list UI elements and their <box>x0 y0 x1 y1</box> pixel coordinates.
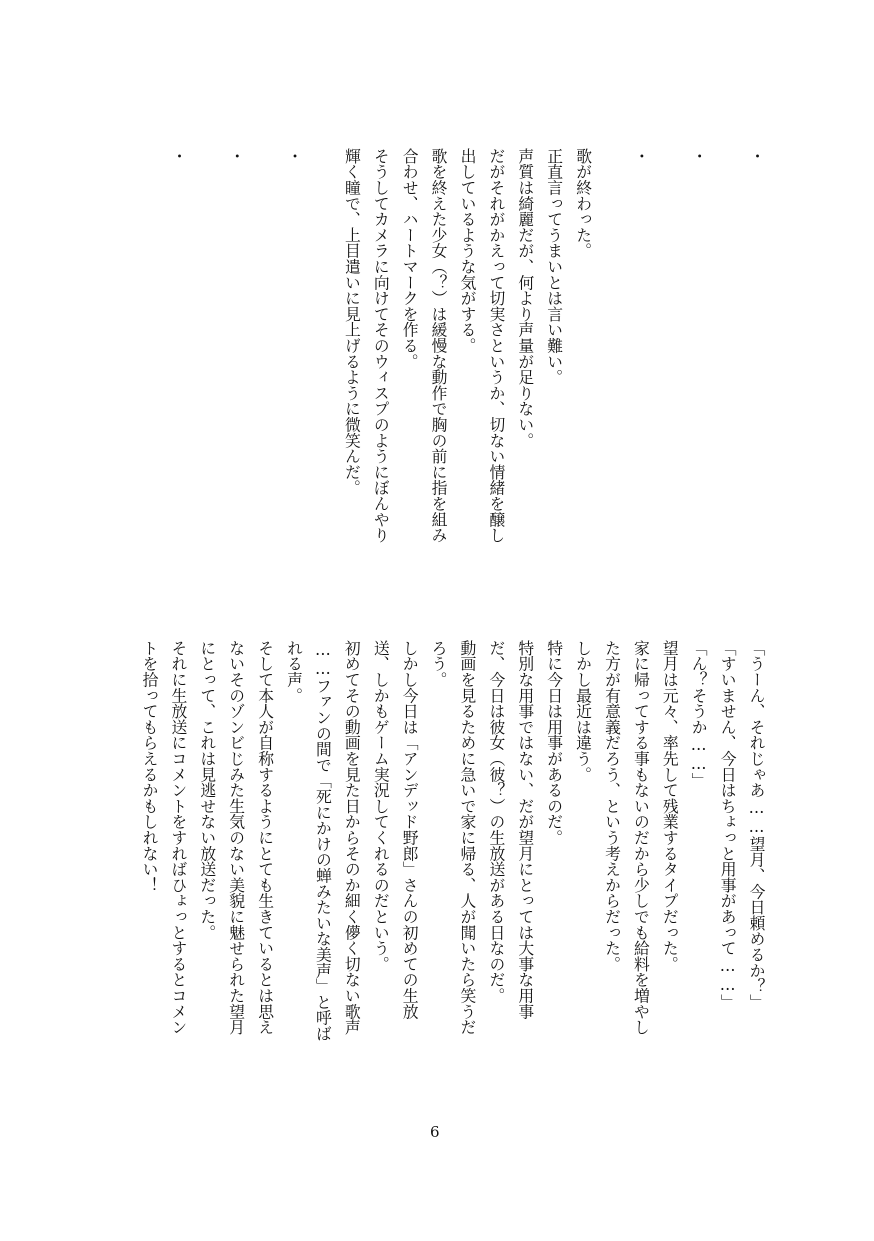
text-line: 「うーん、それじゃあ……望月、今日頼めるか？」 <box>747 640 766 1010</box>
text-line: 合わせ、ハートマークを作る。 <box>400 148 420 370</box>
text-line: 特別な用事ではない、だが望月にとっては大事な用事 <box>515 640 535 1020</box>
text-line: 「すいません、今日はちょっと用事があって……」 <box>718 640 738 1010</box>
scene-break-dot: ・ <box>284 148 304 164</box>
text-line: 歌が終わった。 <box>573 148 593 259</box>
text-line <box>654 148 683 548</box>
text-line: 送、しかもゲーム実況してくれるのだという。 <box>371 640 391 972</box>
text-line: 声質は綺麗だが、何より声量が足りない。 <box>515 148 535 449</box>
text-line: ろう。 <box>429 640 449 688</box>
text-line <box>597 148 626 548</box>
text-line: 望月は元々、率先して残業するタイプだった。 <box>660 640 680 972</box>
text-line: それに生放送にコメントをすればひょっとするとコメン <box>168 640 188 1035</box>
text-line: 正直言ってうまいとは言い難い。 <box>544 148 564 385</box>
text-line: ……ファンの間で「死にかけの蝉みたいな美声」と呼ば <box>313 640 333 1042</box>
text-line: 出しているような気がする。 <box>457 148 477 354</box>
text-line <box>250 148 279 548</box>
text-line: そして本人が自称するようにとても生きているとは思え <box>255 640 275 1035</box>
scene-break-dot: ・ <box>226 148 246 164</box>
text-line <box>192 148 221 548</box>
text-line <box>308 148 337 548</box>
scene-break-dot: ・ <box>747 148 766 164</box>
text-line: しかし今日は「アンデッド野郎」さんの初めての生放 <box>400 640 420 1020</box>
page-number: 6 <box>430 1123 440 1141</box>
text-line: 「ん？そうか……」 <box>689 640 709 789</box>
text-line: 初めてその動画を見た日からそのか細く儚く切ない歌声 <box>342 640 362 1035</box>
text-line: ないそのゾンビじみた生気のない美貌に魅せられた望月 <box>226 640 246 1035</box>
upper-text-block <box>163 148 770 548</box>
scene-break-dot: ・ <box>689 148 709 164</box>
scene-break-dot: ・ <box>631 148 651 164</box>
text-line: 特に今日は用事があるのだ。 <box>544 640 564 846</box>
text-line: トを拾ってもらえるかもしれない！ <box>139 640 159 893</box>
text-line: 輝く瞳で、上目遣いに見上げるように微笑んだ。 <box>342 148 362 496</box>
text-line: そうしてカメラに向けてそのウィスプのようにぼんやり <box>371 148 391 543</box>
text-line: だがそれがかえって切実さというか、切ない情緒を醸し <box>486 148 506 543</box>
scene-break-dot: ・ <box>168 148 188 164</box>
text-line: 動画を見るために急いで家に帰る、人が聞いたら笑うだ <box>457 640 477 1035</box>
text-line: 歌を終えた少女（？）は緩慢な動作で胸の前に指を組み <box>429 148 449 543</box>
text-line: にとって、これは見逃せない放送だった。 <box>197 640 217 941</box>
text-line: れる声。 <box>284 640 304 704</box>
text-line: だ、今日は彼女（彼？）の生放送がある日なのだ。 <box>486 640 506 1004</box>
text-line: た方が有意義だろう、という考えからだった。 <box>602 640 622 972</box>
text-line: 家に帰ってする事もないのだから少しでも給料を増やし <box>631 640 651 1035</box>
text-line <box>712 148 741 548</box>
text-line: しかし最近は違う。 <box>573 640 593 783</box>
lower-text-block <box>134 640 770 1040</box>
